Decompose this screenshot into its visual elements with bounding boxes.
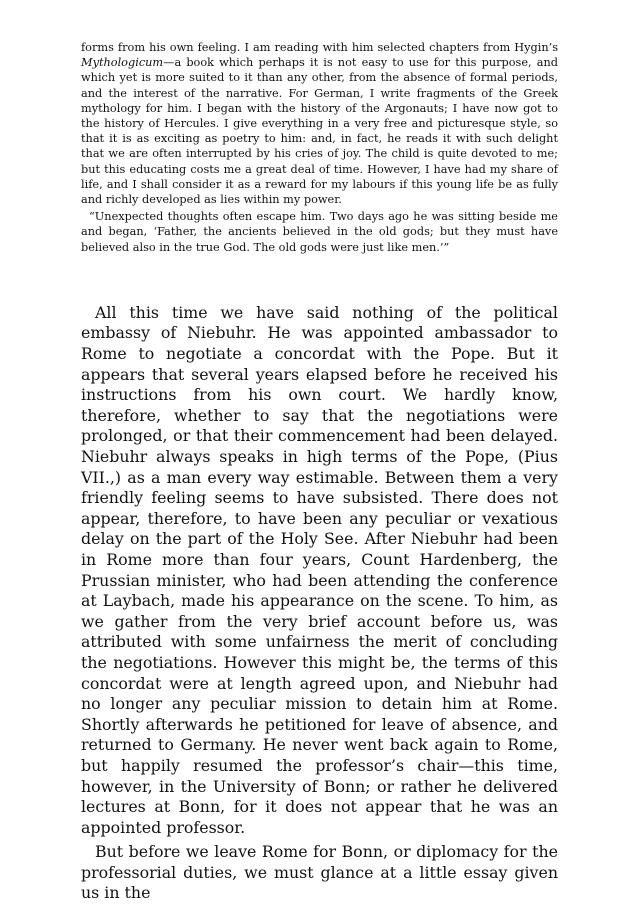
quoted-letter-paragraph (81, 40, 558, 207)
quote-rest-text: —a book which perhaps it is not easy to use for this purpose, and which yet is more suited to it than any other, from the absence of formal periods, and the interest of the narrative. For German, I write fragments of the Greek mythology for him. I began with the history of the Argonauts; I have now got to the history of Hercules. I give everything in a very free and picturesque style, so that it is as exciting as poetry to him: and, in fact, he reads it with such delight that we are often interrupted by his cries of joy. The child is quite devoted to me; but this educating costs me a great deal of time. However, I have had my share of life, and I shall consider it as a reward for my labours if this young life be as fully and richly developed as lies within my power. (81, 56, 558, 207)
quoted-letter-paragraph-2: “Unexpected thoughts often escape him. Two days ago he was sitting beside me and began, ‘Father, the ancients believed in the old gods; but they must have believed also in the true God. The old gods were just like men.’” (81, 210, 558, 254)
body-paragraph-1: All this time we have said nothing of the political embassy of Niebuhr. He was appointed ambassador to Rome to negotiate a concordat with the Pope. But it appears that several years elapsed before he received his instructions from his own court. We hardly know, therefore, whether to say that the negotiations were prolonged, or that their commencement had been delayed. Niebuhr always speaks in high terms of the Pope, (Pius VII.,) as a man every way estimable. Between them a very friendly feeling seems to have subsisted. There does not appear, therefore, to have been any peculiar or vexatious delay on the part of the Holy See. After Niebuhr had been in Rome more than four years, Count Hardenberg, the Prussian minister, who had been attending the conference at Laybach, made his appearance on the scene. To him, as we gather from the very brief account before us, was attributed with some unfairness the merit of concluding the negotiations. However this might be, the terms of this concordat were at length agreed upon, and Niebuhr had no longer any peculiar mission to detain him at Rome. Shortly afterwards he petitioned for leave of absence, and returned to Germany. He never went back again to Rome, but happily resumed the professor’s chair—this time, however, in the University of Bonn; or rather he delivered lectures at Bonn, for it does not appear that he was an appointed professor. (81, 302, 558, 837)
body-paragraph-2: But before we leave Rome for Bonn, or diplomacy for the professorial duties, we must glance at a little essay given us in the (81, 842, 558, 903)
book-title-mythologicum: Mythologicum (81, 56, 164, 70)
quote-lead-text: forms from his own feeling. I am reading with him selected chapters from Hygin’s (81, 41, 558, 54)
page (81, 40, 558, 904)
